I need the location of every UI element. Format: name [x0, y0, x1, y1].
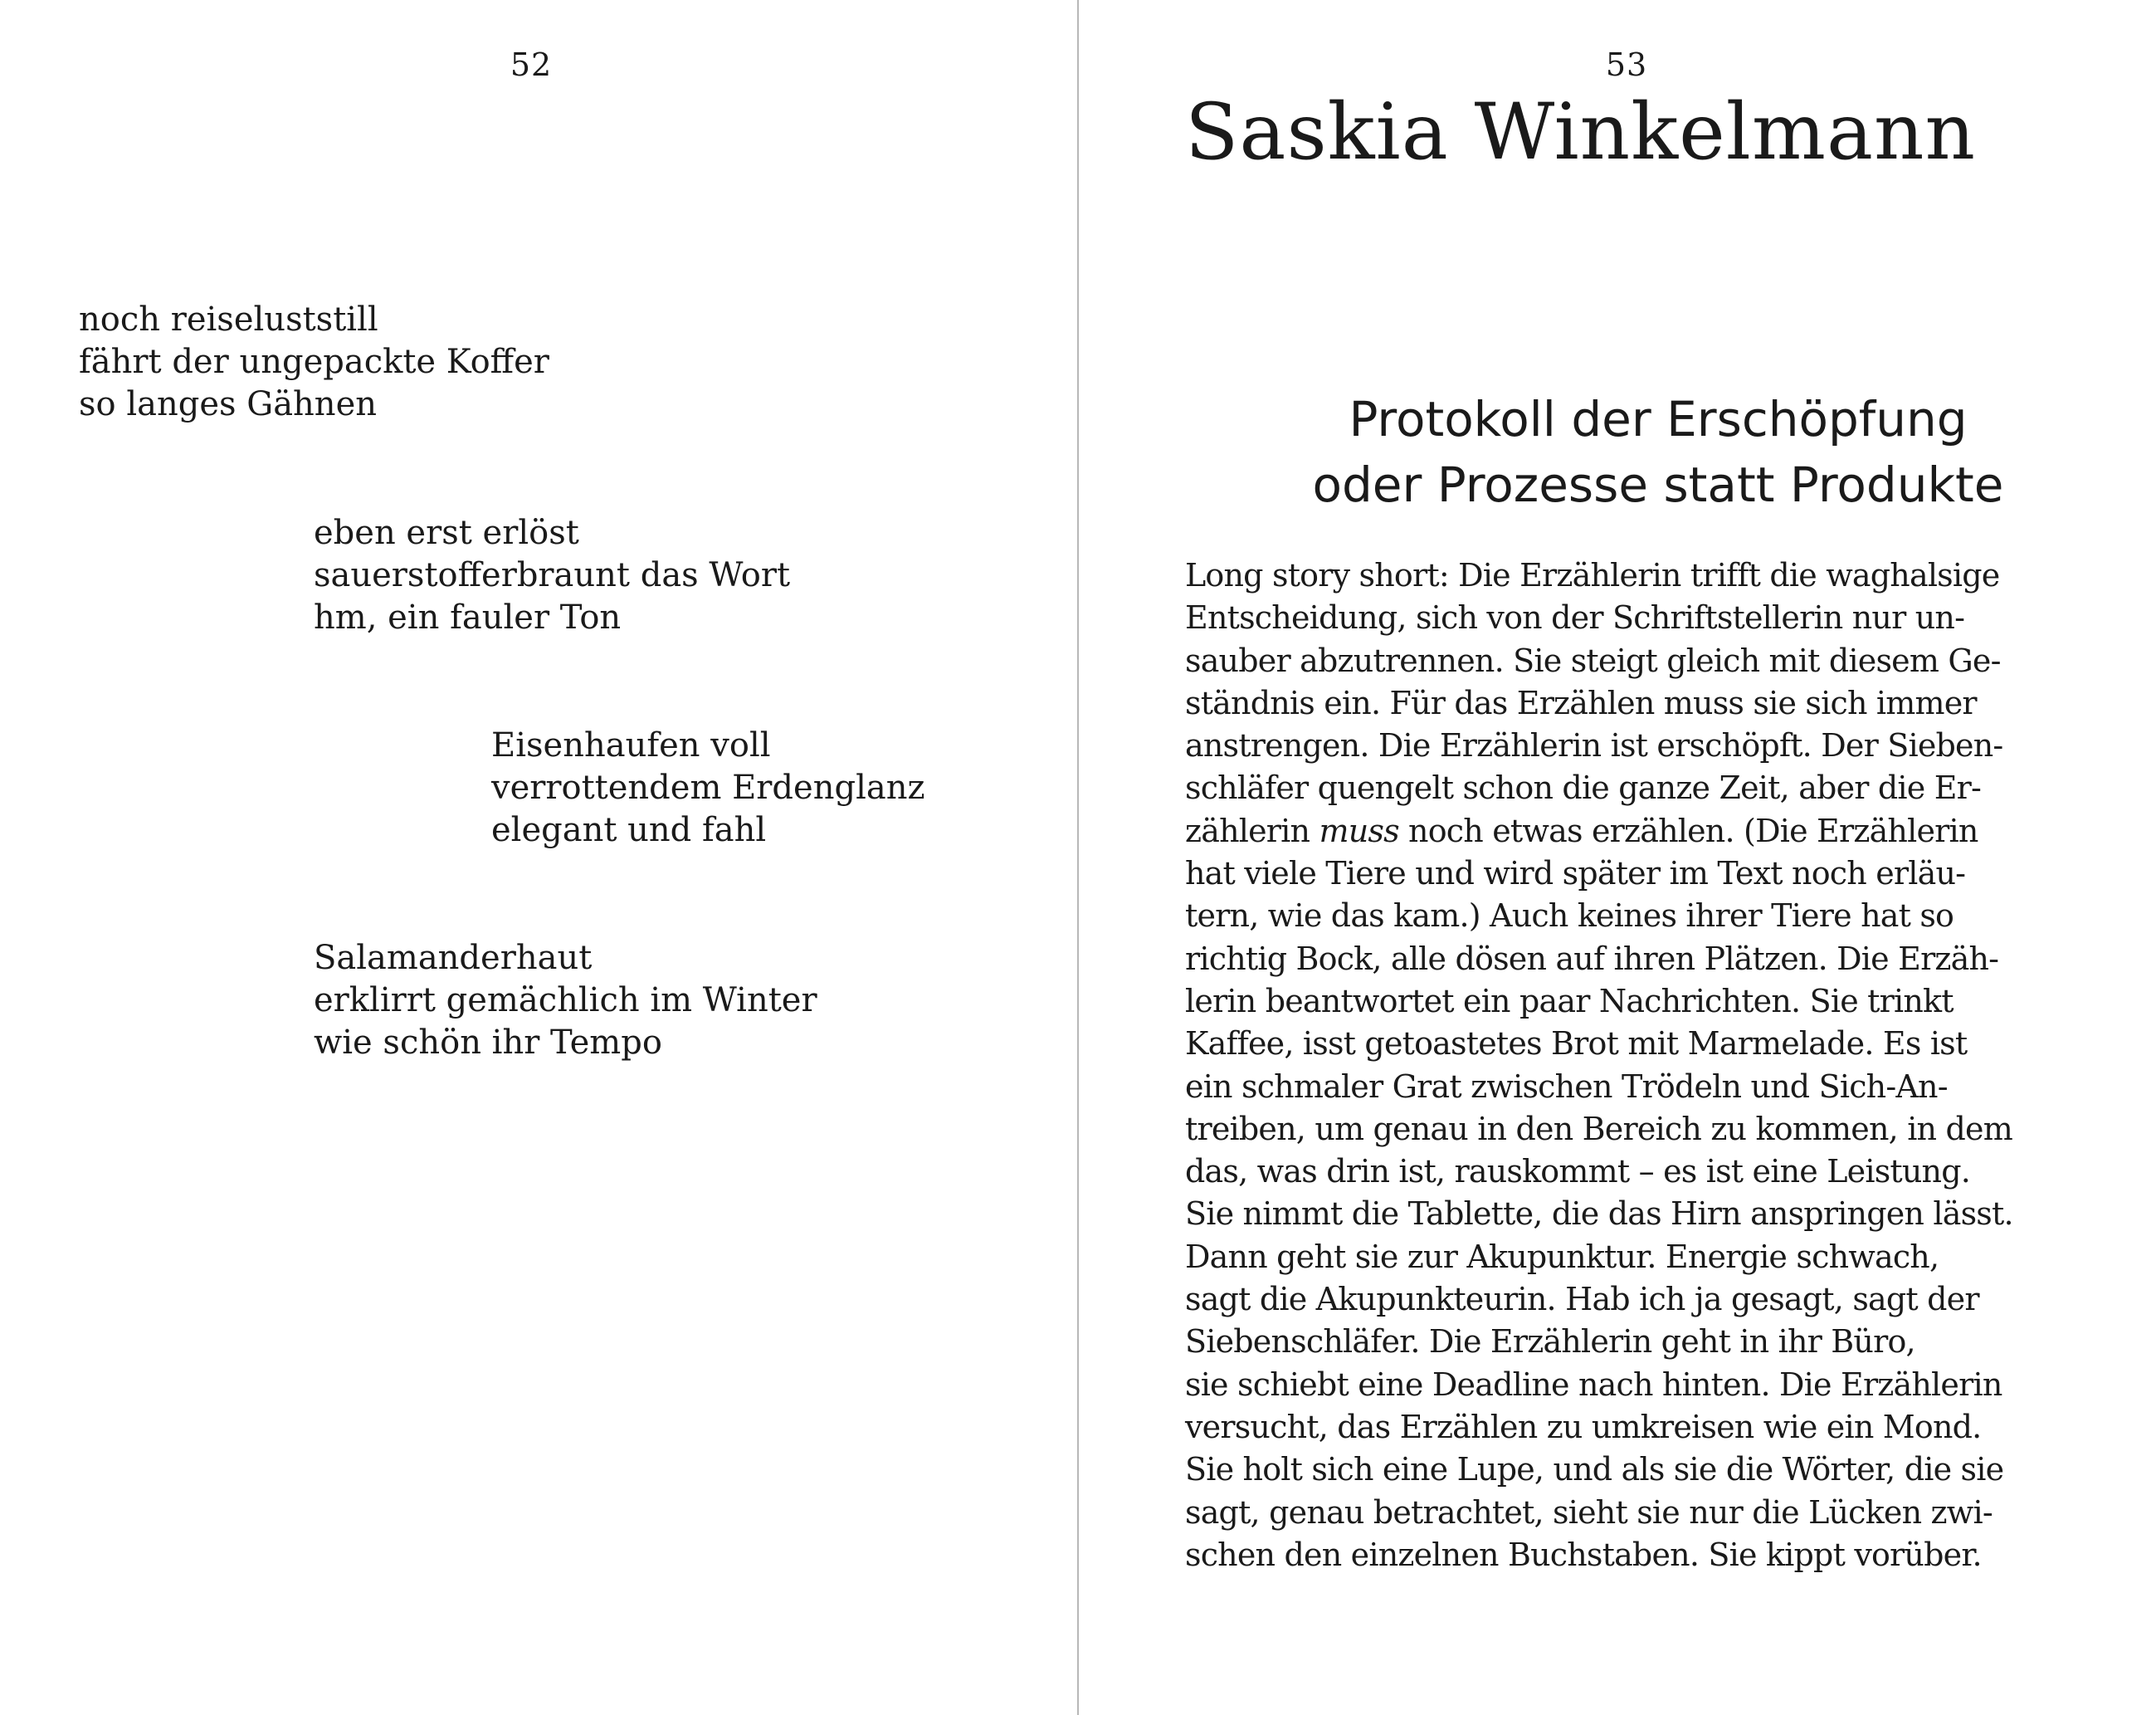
body-line: ständnis ein. Für das Erzählen muss sie sich immer — [1185, 684, 1977, 721]
body-line: richtig Bock, alle dösen auf ihren Plätzen. Die Erzäh- — [1185, 940, 1999, 977]
body-line: das, was drin ist, rauskommt – es ist eine Leistung. — [1185, 1153, 1971, 1190]
page-number-right: 53 — [1605, 46, 1648, 83]
body-line: schen den einzelnen Buchstaben. Sie kippt vorüber. — [1185, 1536, 1982, 1573]
right-page — [1079, 0, 2156, 1715]
body-line: sagt, genau betrachtet, sieht sie nur die Lücken zwi- — [1185, 1493, 1993, 1531]
body-line: sagt die Akupunkteurin. Hab ich ja gesagt, sagt der — [1185, 1281, 1979, 1318]
poem-stanza — [491, 725, 925, 852]
poem-stanza — [314, 512, 790, 639]
author-name: Saskia Winkelmann — [1185, 87, 1977, 178]
body-line — [1185, 810, 2013, 853]
poem-line: verrottendem Erdenglanz — [491, 769, 925, 807]
body-line: ein schmaler Grat zwischen Trödeln und Sich-An- — [1185, 1068, 1948, 1105]
body-line: Entscheidung, sich von der Schriftstellerin nur un- — [1185, 599, 1965, 637]
body-line: Long story short: Die Erzählerin trifft die waghalsige — [1185, 557, 2000, 594]
poem-line: elegant und fahl — [491, 811, 767, 849]
body-line: sauber abzutrennen. Sie steigt gleich mit diesem Ge- — [1185, 642, 2001, 679]
essay-title-line: oder Prozesse statt Produkte — [1312, 457, 2004, 513]
emphasized-word: muss — [1319, 812, 1399, 849]
poem-line: fährt der ungepackte Koffer — [79, 343, 549, 381]
body-line: sie schiebt eine Deadline nach hinten. Die Erzählerin — [1185, 1366, 2002, 1403]
body-line: lerin beantwortet ein paar Nachrichten. Sie trinkt — [1185, 982, 1954, 1019]
body-line: schläfer quengelt schon die ganze Zeit, aber die Er- — [1185, 770, 1982, 807]
body-text-span: noch etwas erzählen. (Die Erzählerin — [1398, 812, 1978, 849]
body-line: Sie holt sich eine Lupe, und als sie die Wörter, die sie — [1185, 1451, 2004, 1488]
poem-line: eben erst erlöst — [314, 514, 579, 552]
body-line: versucht, das Erzählen zu umkreisen wie ein Mond. — [1185, 1408, 1982, 1445]
body-line: Siebenschläfer. Die Erzählerin geht in ihr Büro, — [1185, 1323, 1915, 1361]
body-line: Dann geht sie zur Akupunktur. Energie schwach, — [1185, 1238, 1939, 1275]
body-line: Sie nimmt die Tablette, die das Hirn anspringen lässt. — [1185, 1195, 2013, 1233]
poem-line: hm, ein fauler Ton — [314, 599, 622, 637]
essay-title — [1185, 387, 2131, 518]
poem-line: noch reiseluststill — [79, 300, 378, 339]
essay-body — [1185, 555, 2013, 1576]
poem-stanza — [314, 937, 817, 1064]
poem-line: erklirrt gemächlich im Winter — [314, 981, 817, 1019]
essay-title-line: Protokoll der Erschöpfung — [1349, 391, 1968, 447]
left-page — [0, 0, 1077, 1715]
page-number-left: 52 — [510, 46, 553, 83]
body-line: Kaffee, isst getoastetes Brot mit Marmelade. Es ist — [1185, 1025, 1968, 1063]
body-line: hat viele Tiere und wird später im Text noch erläu- — [1185, 855, 1966, 892]
body-line: anstrengen. Die Erzählerin ist erschöpft. Der Sieben- — [1185, 727, 2003, 765]
poem-stanza — [79, 299, 549, 426]
poem-line: Salamanderhaut — [314, 939, 593, 977]
poem-line: wie schön ihr Tempo — [314, 1024, 662, 1062]
poem-line: Eisenhaufen voll — [491, 726, 771, 765]
body-text-span: zählerin — [1185, 812, 1319, 849]
body-line: tern, wie das kam.) Auch keines ihrer Tiere hat so — [1185, 897, 1954, 935]
poem-line: sauerstofferbraunt das Wort — [314, 556, 791, 594]
poem-line: so langes Gähnen — [79, 385, 378, 423]
body-line: treiben, um genau in den Bereich zu kommen, in dem — [1185, 1110, 2012, 1147]
